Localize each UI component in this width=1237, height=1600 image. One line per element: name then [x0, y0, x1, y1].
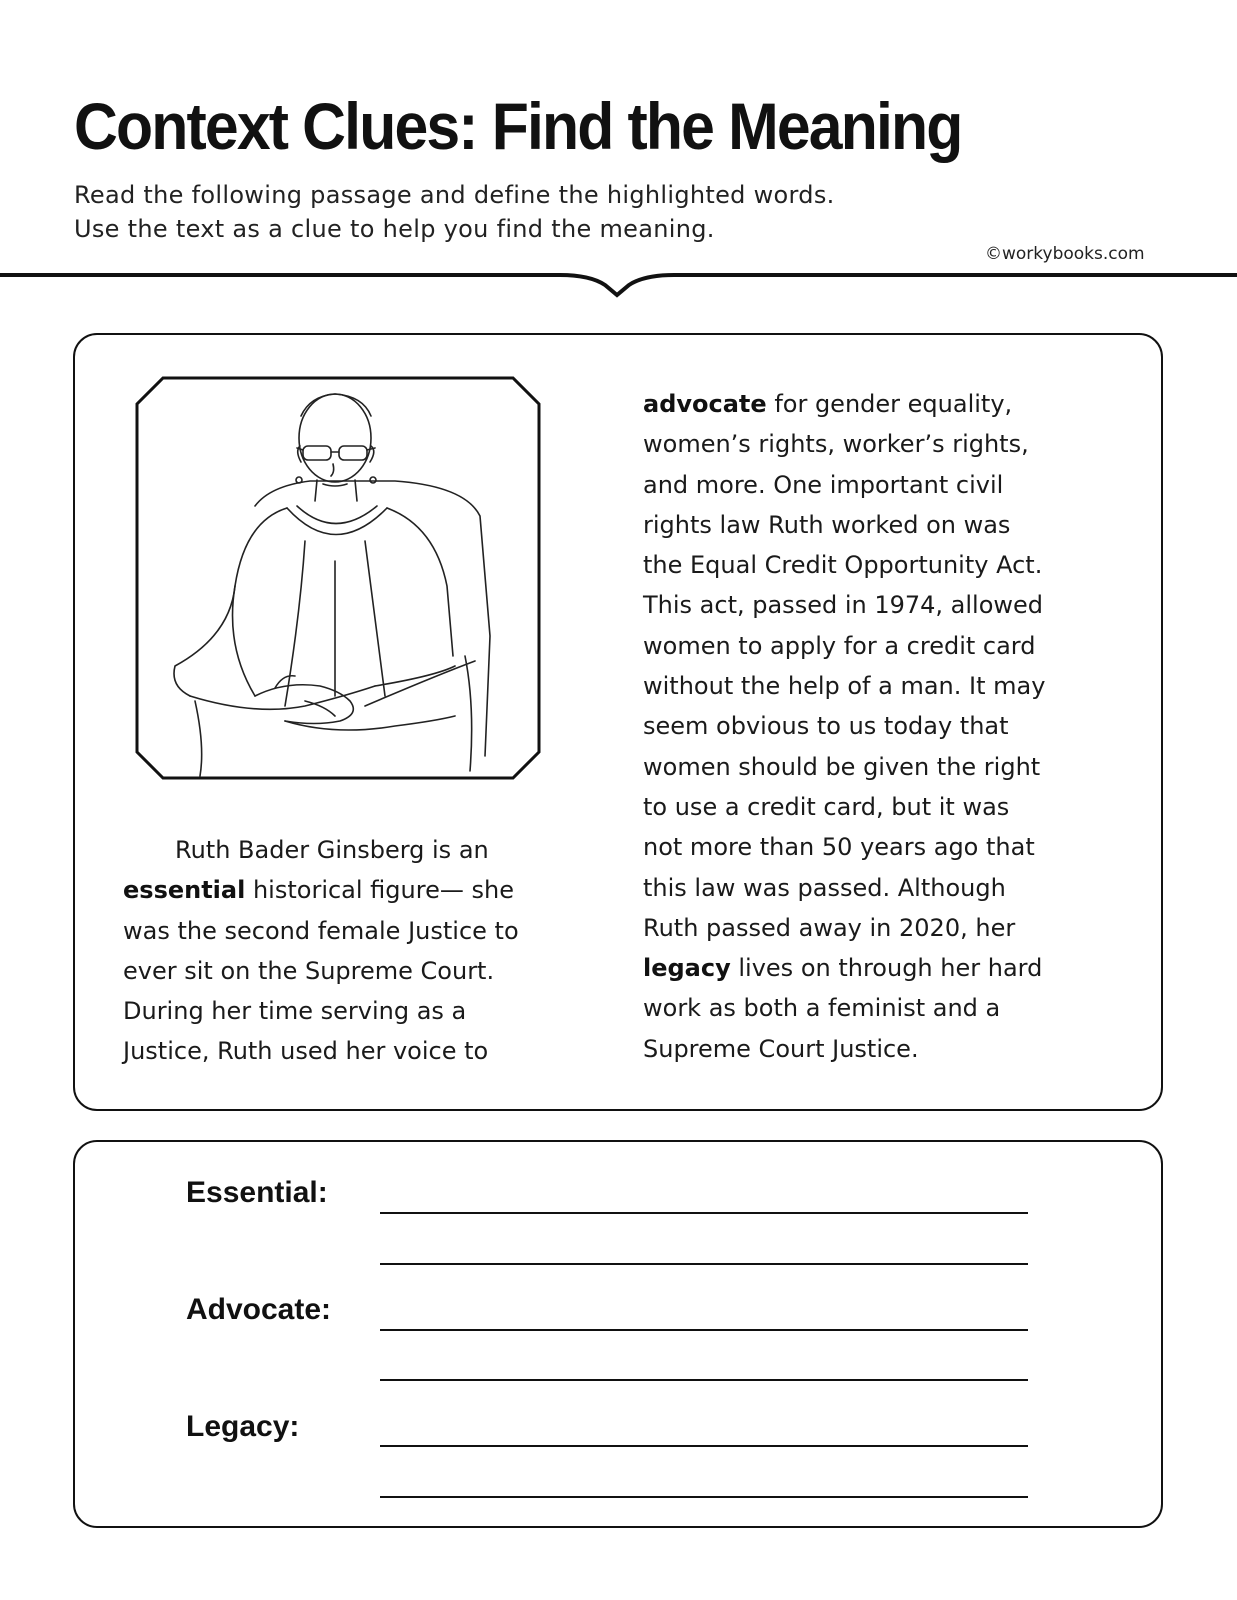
instruction-line: Use the text as a clue to help you find the meaning. — [74, 215, 715, 243]
answer-line-essential-1[interactable] — [380, 1212, 1028, 1214]
passage-line: not more than 50 years ago that — [643, 833, 1035, 862]
passage-line: essential historical figure— she — [123, 876, 514, 905]
answer-line-advocate-1[interactable] — [380, 1329, 1028, 1331]
highlighted-word-essential: essential — [123, 876, 246, 905]
answer-line-legacy-2[interactable] — [380, 1496, 1028, 1498]
passage-line: Supreme Court Justice. — [643, 1034, 919, 1063]
instructions — [74, 178, 835, 246]
instruction-line: Read the following passage and define the highlighted words. — [74, 181, 835, 209]
highlighted-word-advocate: advocate — [643, 390, 767, 418]
passage-line: work as both a feminist and a — [643, 994, 1001, 1023]
passage-line: to use a credit card, but it was — [643, 792, 1010, 821]
passage-line: Ruth Bader Ginsberg is an — [175, 836, 489, 864]
answer-line-essential-2[interactable] — [380, 1263, 1028, 1265]
worksheet-title: Context Clues: Find the Meaning — [74, 89, 962, 163]
passage-line: ever sit on the Supreme Court. — [123, 956, 495, 985]
header-divider — [0, 262, 1237, 302]
answer-line-legacy-1[interactable] — [380, 1445, 1028, 1447]
passage-line: seem obvious to us today that — [643, 712, 1009, 741]
answer-label-essential: Essential: — [186, 1176, 328, 1209]
passage-line: This act, passed in 1974, allowed — [643, 591, 1044, 620]
passage-line: During her time serving as a — [123, 997, 467, 1026]
answer-label-advocate: Advocate: — [186, 1293, 332, 1326]
portrait-frame — [137, 378, 539, 778]
passage-line: Ruth passed away in 2020, her — [643, 913, 1016, 942]
passage-line: was the second female Justice to — [123, 916, 519, 945]
answer-label-legacy: Legacy: — [186, 1410, 300, 1443]
passage-line: legacy lives on through her hard — [643, 954, 1043, 983]
passage-line: this law was passed. Although — [643, 873, 1006, 902]
passage-left-column — [123, 830, 603, 1072]
passage-line: women should be given the right — [643, 752, 1041, 781]
passage-line: women’s rights, worker’s rights, — [643, 430, 1029, 459]
passage-line: women to apply for a credit card — [643, 631, 1036, 660]
passage-line: the Equal Credit Opportunity Act. — [643, 551, 1043, 580]
passage-line: rights law Ruth worked on was — [643, 510, 1011, 539]
passage-right-column — [643, 384, 1123, 1069]
passage-line: without the help of a man. It may — [643, 672, 1046, 701]
answer-line-advocate-2[interactable] — [380, 1379, 1028, 1381]
passage-line: and more. One important civil — [643, 470, 1004, 499]
person-drawing-icon — [174, 394, 490, 776]
highlighted-word-legacy: legacy — [643, 954, 731, 983]
passage-line: advocate for gender equality, — [643, 390, 1013, 418]
passage-line: Justice, Ruth used her voice to — [123, 1037, 489, 1066]
copyright-text: ©workybooks.com — [985, 244, 1145, 264]
portrait-illustration — [135, 376, 541, 780]
